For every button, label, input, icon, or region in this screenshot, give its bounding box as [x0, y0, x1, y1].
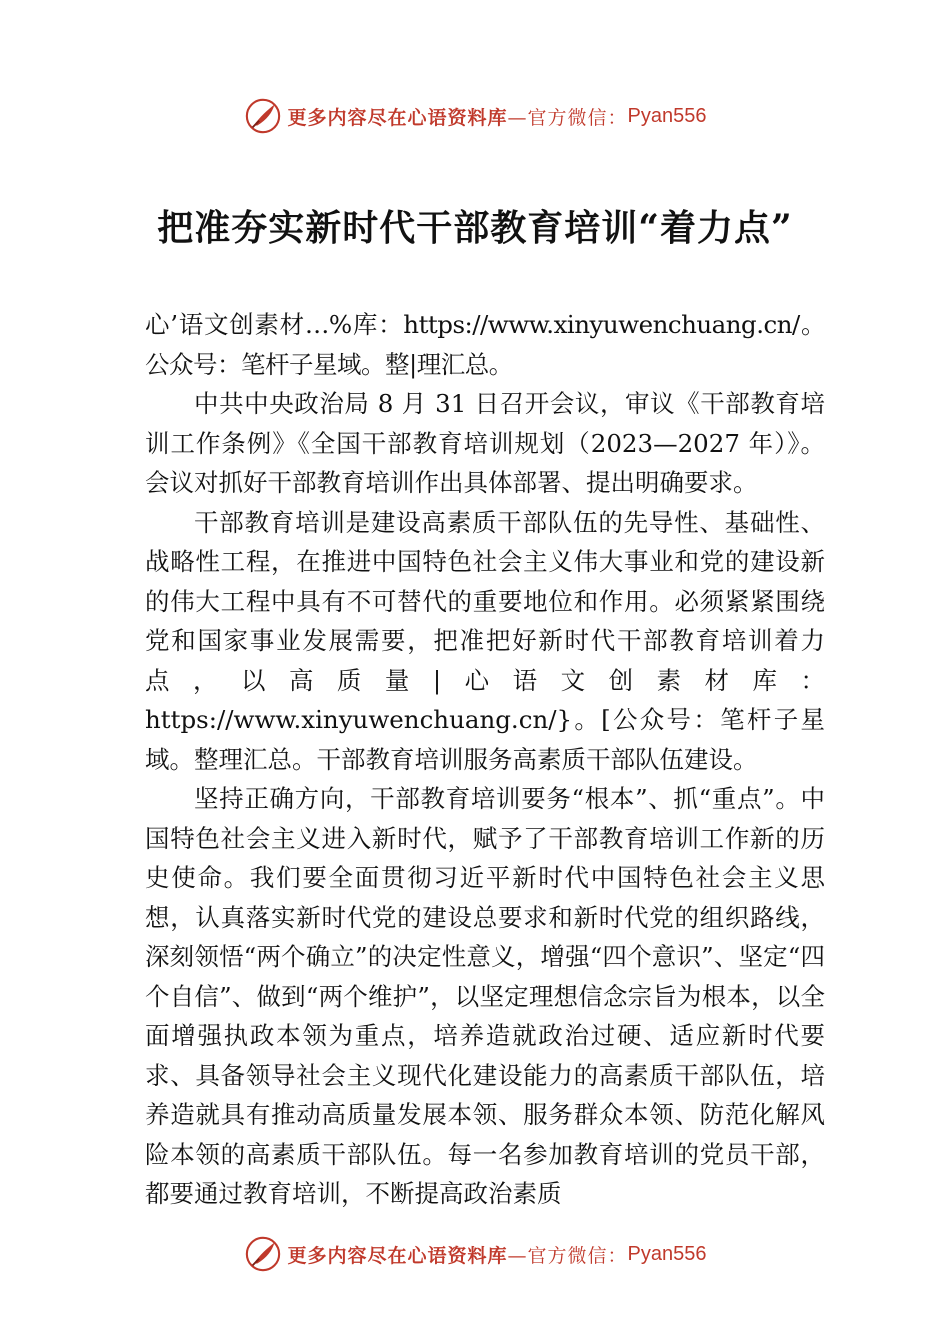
body-paragraph: 干部教育培训是建设高素质干部队伍的先导性、基础性、战略性工程，在推进中国特色社会主义伟大事业和党的建设新的伟大工程中具有不可替代的重要地位和作用。必须紧紧围绕党和国家事业发展需要，把准把好新时代干部教育培训着力点，以高质量|心语文创素材库：https://www.xinyuwenchuang.cn/}。[公众号：笔杆子星域。整理汇总。干部教育培训服务高素质干部队伍建设。 — [145, 507, 825, 774]
header-banner — [0, 94, 950, 138]
banner-sub-text: —官方微信： — [507, 106, 628, 129]
banner-wechat-id: Pyan556 — [627, 104, 707, 127]
document-title: 把准夯实新时代干部教育培训“着力点” — [157, 207, 793, 249]
document-body — [145, 305, 825, 1214]
banner-main-text: 更多内容尽在心语资料库 — [287, 106, 508, 129]
footer-banner — [0, 1232, 950, 1276]
banner-sub-text: —官方微信： — [507, 1244, 628, 1267]
banner-main-text: 更多内容尽在心语资料库 — [287, 1244, 508, 1267]
body-paragraph: 中共中央政治局 8 月 31 日召开会议，审议《干部教育培训工作条例》《全国干部教育培训规划（2023—2027 年）》。会议对抓好干部教育培训作出具体部署、提出明确要求。 — [145, 389, 825, 497]
body-paragraph: 坚持正确方向，干部教育培训要务“根本”、抓“重点”。中国特色社会主义进入新时代，赋予了干部教育培训工作新的历史使命。我们要全面贯彻习近平新时代中国特色社会主义思想，认真落实新时代党的建设总要求和新时代党的组织路线，深刻领悟“两个确立”的决定性意义，增强“四个意识”、坚定“四个自信”、做到“两个维护”，以坚定理想信念宗旨为根本，以全面增强执政本领为重点，培养造就政治过硬、适应新时代要求、具备领导社会主义现代化建设能力的高素质干部队伍，培养造就具有推动高质量发展本领、服务群众本领、防范化解风险本领的高素质干部队伍。每一名参加教育培训的党员干部，都要通过教育培训，不断提高政治素质 — [145, 784, 825, 1208]
source-note-paragraph: 心’语文创素材…%库：https://www.xinyuwenchuang.cn/。公众号：笔杆子星域。整|理汇总。 — [145, 310, 825, 379]
banner-wechat-id: Pyan556 — [627, 1242, 707, 1265]
quill-logo-icon — [244, 97, 282, 135]
quill-logo-icon — [244, 1235, 282, 1273]
